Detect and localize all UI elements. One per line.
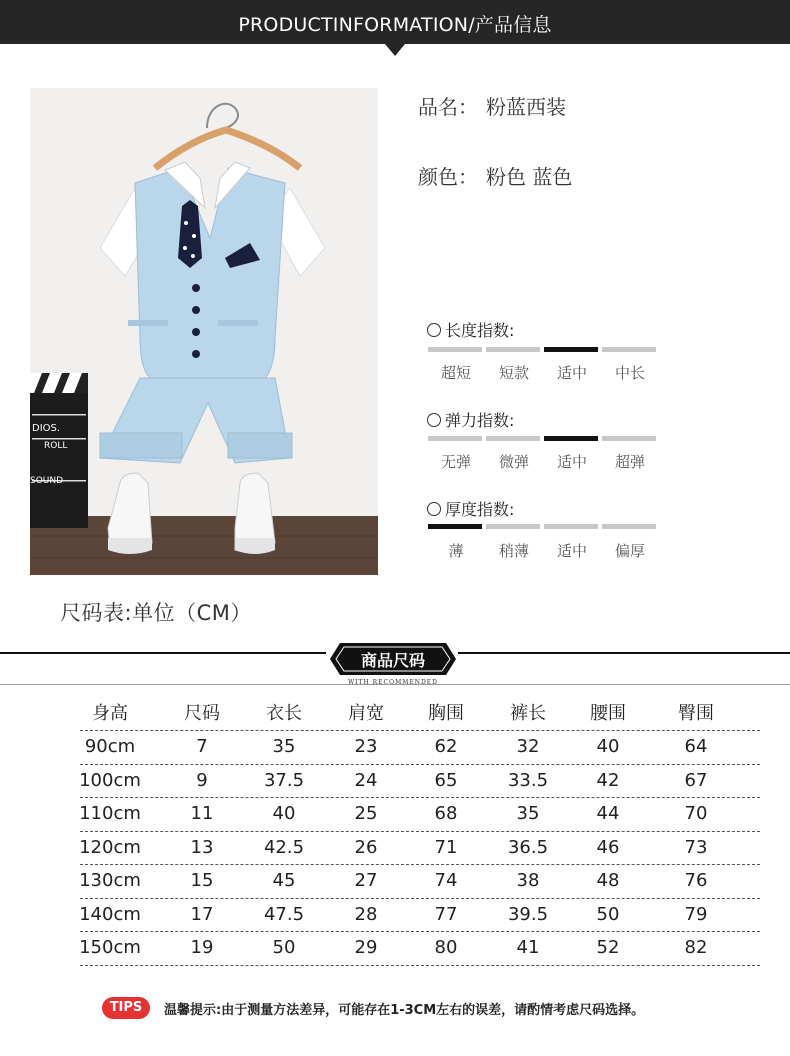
index-option-label: 短款 [498, 364, 529, 382]
svg-text:SOUND: SOUND [30, 476, 64, 486]
table-cell: 38 [516, 870, 540, 891]
index-option-label: 中长 [614, 364, 645, 382]
index-option-label: 超短 [440, 364, 471, 382]
table-cell: 45 [272, 870, 296, 891]
table-cell: 47.5 [263, 903, 305, 925]
table-cell: 120cm [79, 836, 141, 858]
index-title-text: 长度指数: [445, 321, 515, 340]
table-cell: 32 [516, 736, 540, 757]
index-scale [428, 524, 658, 529]
index-title-text: 厚度指数: [445, 500, 515, 519]
table-header-cell: 裤长 [510, 703, 546, 724]
index-option-label: 适中 [556, 542, 587, 560]
table-cell: 62 [434, 736, 458, 757]
table-cell: 35 [272, 736, 296, 757]
index-option-label: 薄 [448, 542, 464, 560]
table-header-cell: 腰围 [590, 703, 626, 724]
index-option-label: 适中 [556, 453, 587, 471]
table-cell: 17 [190, 903, 214, 925]
banner-title: PRODUCTINFORMATION/产品信息 [238, 14, 552, 36]
table-cell: 79 [684, 903, 708, 925]
table-row [80, 899, 760, 933]
table-cell: 110cm [79, 803, 141, 824]
product-color-label: 颜色： [418, 165, 478, 189]
table-cell: 82 [684, 937, 708, 958]
index-bar [602, 436, 656, 441]
table-cell: 71 [434, 836, 458, 858]
table-cell: 52 [596, 937, 620, 958]
index-title [427, 497, 514, 520]
table-row [80, 865, 760, 899]
table-cell: 15 [190, 870, 214, 891]
table-cell: 13 [190, 836, 214, 858]
product-name-label: 品名： [418, 95, 478, 119]
index-bar [602, 524, 656, 529]
index-bar [544, 524, 598, 529]
section-rule-right [458, 652, 790, 654]
table-cell: 90cm [84, 736, 136, 757]
index-option-label: 超弹 [614, 453, 645, 471]
table-cell: 23 [354, 736, 378, 757]
table-row [80, 731, 760, 765]
table-cell: 64 [684, 736, 708, 757]
product-photo [30, 88, 378, 575]
circle-icon [427, 502, 441, 516]
table-cell: 80 [434, 937, 458, 958]
table-cell: 70 [684, 803, 708, 824]
table-cell: 48 [596, 870, 620, 891]
svg-text:ROLL: ROLL [44, 441, 68, 451]
table-cell: 76 [684, 870, 708, 891]
size-table-caption: 尺码表:单位（CM） [60, 601, 252, 625]
table-cell: 40 [596, 736, 620, 757]
table-cell: 140cm [79, 903, 141, 925]
section-subtitle: WITH RECOMMENDED [347, 679, 438, 686]
table-cell: 29 [354, 937, 378, 958]
index-option-label: 适中 [556, 364, 587, 382]
table-cell: 46 [596, 836, 620, 858]
index-bar [602, 347, 656, 352]
table-cell: 41 [516, 937, 540, 958]
svg-text:DIOS.: DIOS. [32, 423, 61, 434]
table-cell: 130cm [79, 870, 141, 891]
tips-badge: TIPS [102, 997, 150, 1019]
index-bar-selected [544, 436, 598, 441]
table-row [80, 832, 760, 866]
table-row [80, 932, 760, 966]
index-option-label: 无弹 [440, 453, 471, 471]
product-name [418, 91, 566, 120]
table-cell: 42 [596, 769, 620, 791]
index-bar [428, 436, 482, 441]
table-cell: 28 [354, 903, 378, 925]
product-color-value: 粉色 蓝色 [486, 165, 573, 189]
section-rule-left [0, 652, 326, 654]
table-header-cell: 衣长 [266, 703, 302, 724]
index-bar [486, 524, 540, 529]
table-cell: 39.5 [507, 903, 549, 925]
table-cell: 67 [684, 769, 708, 791]
index-bar-selected [544, 347, 598, 352]
index-option-label: 微弹 [498, 453, 529, 471]
index-option-label: 稍薄 [498, 542, 529, 560]
table-header-cell: 臀围 [678, 703, 714, 724]
circle-icon [427, 323, 441, 337]
table-header-row [80, 698, 760, 731]
index-title [427, 318, 514, 341]
table-cell: 65 [434, 769, 458, 791]
table-cell: 50 [272, 937, 296, 958]
table-cell: 27 [354, 870, 378, 891]
table-cell: 35 [516, 803, 540, 824]
index-bar [486, 347, 540, 352]
product-color [418, 161, 572, 190]
section-title: 商品尺码 [360, 651, 425, 670]
table-cell: 68 [434, 803, 458, 824]
table-cell: 24 [354, 769, 378, 791]
table-cell: 26 [354, 836, 378, 858]
table-cell: 74 [434, 870, 458, 891]
index-title-text: 弹力指数: [445, 411, 515, 430]
table-cell: 77 [434, 903, 458, 925]
table-cell: 100cm [79, 769, 141, 791]
table-cell: 11 [190, 803, 214, 824]
table-cell: 19 [190, 937, 214, 958]
table-cell: 9 [196, 769, 208, 791]
table-cell: 50 [596, 903, 620, 925]
product-name-value: 粉蓝西装 [486, 95, 566, 119]
table-cell: 42.5 [263, 836, 305, 858]
index-scale [428, 436, 658, 441]
size-table [80, 698, 760, 966]
index-bar-selected [428, 524, 482, 529]
table-cell: 7 [196, 736, 208, 757]
table-cell: 25 [354, 803, 378, 824]
banner-arrow [385, 44, 405, 56]
table-header-cell: 身高 [92, 703, 128, 724]
index-title [427, 408, 514, 431]
table-cell: 73 [684, 836, 708, 858]
index-option-label: 偏厚 [614, 542, 645, 560]
table-header-cell: 肩宽 [348, 703, 384, 724]
table-cell: 40 [272, 803, 296, 824]
index-bar [428, 347, 482, 352]
index-scale [428, 347, 658, 352]
table-header-cell: 尺码 [184, 703, 220, 724]
circle-icon [427, 413, 441, 427]
table-cell: 150cm [79, 937, 141, 958]
table-cell: 36.5 [507, 836, 549, 858]
table-row [80, 798, 760, 832]
table-cell: 44 [596, 803, 620, 824]
table-cell: 33.5 [507, 769, 549, 791]
index-bar [486, 436, 540, 441]
clapperboard [30, 373, 88, 528]
table-cell: 37.5 [263, 769, 305, 791]
table-header-cell: 胸围 [428, 703, 464, 724]
table-row [80, 765, 760, 799]
tips-text: 温馨提示:由于测量方法差异，可能存在1-3CM左右的误差，请酌情考虑尺码选择。 [164, 1003, 645, 1018]
